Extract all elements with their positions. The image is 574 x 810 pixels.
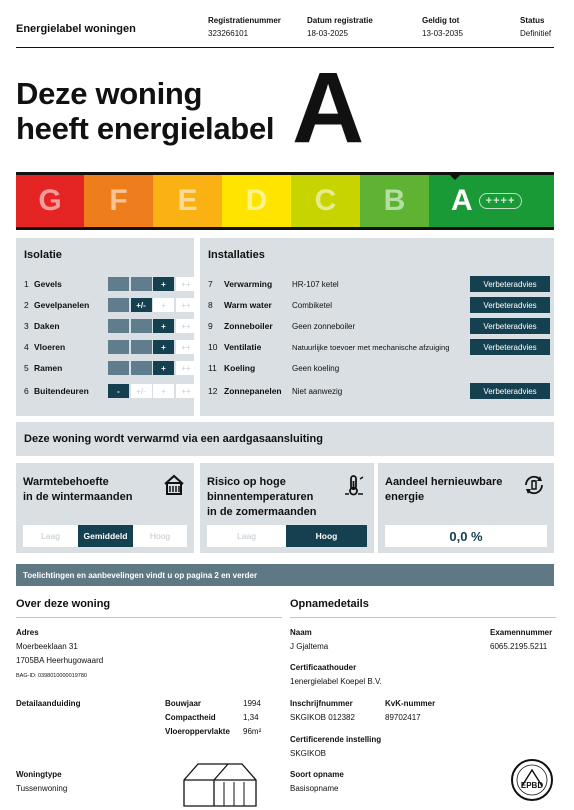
certificaathouder-label: Certificaathouder [290, 663, 357, 672]
valid-until: Geldig tot 13-03-2035 [422, 16, 463, 38]
examennummer-label: Examennummer [490, 628, 553, 637]
rating-scale: + ++ [108, 277, 198, 291]
terraced-house-icon [180, 760, 262, 808]
isolatie-row: 2 Gevelpanelen +/- + ++ [24, 298, 194, 312]
label-segment-g: G [16, 175, 84, 227]
bouwjaar-value: 1994 [243, 699, 261, 708]
bag-id: BAG-ID: 0398010000019780 [16, 673, 87, 679]
label-segment-c: C [291, 175, 360, 227]
installatie-row: 9 Zonneboiler Geen zonneboiler Verbeteradvies [208, 319, 550, 333]
installaties-panel [200, 238, 554, 416]
label-segment-a: A ++++ [429, 175, 554, 227]
over-woning-title: Over deze woning [16, 598, 282, 618]
risico-scale: Laag Hoog [207, 525, 367, 547]
compactheid-value: 1,34 [243, 713, 259, 722]
warmtebehoefte-title: Warmtebehoefte in de wintermaanden [23, 476, 133, 503]
registration-date: Datum registratie 18-03-2025 [307, 16, 373, 38]
label-segment-f: F [84, 175, 153, 227]
epbd-logo [510, 758, 554, 802]
verbeteradvies-button[interactable]: Verbeteradvies [470, 297, 550, 313]
naam-label: Naam [290, 628, 312, 637]
page-title: Deze woning heeft energielabel [16, 76, 275, 146]
rating-scale: + ++ [108, 361, 198, 375]
installatie-row: 7 Verwarming HR-107 ketel Verbeteradvies [208, 277, 550, 291]
plus-badge: ++++ [479, 193, 523, 209]
instelling-value: SKGIKOB [290, 749, 327, 758]
opnamedetails-title: Opnamedetails [290, 598, 556, 618]
soort-opname-value: Basisopname [290, 784, 339, 793]
label-segment-b: B [360, 175, 429, 227]
verbeteradvies-button[interactable]: Verbeteradvies [470, 339, 550, 355]
installatie-row: 10 Ventilatie Natuurlijke toevoer met mechanische afzuiging Verbeteradvies [208, 340, 550, 354]
kvk-label: KvK-nummer [385, 699, 436, 708]
house-heat-icon [162, 473, 186, 497]
isolatie-row: 1 Gevels + ++ [24, 277, 194, 291]
inschrijfnummer-value: SKGIKOB 012382 [290, 713, 355, 722]
verbeteradvies-button[interactable]: Verbeteradvies [470, 318, 550, 334]
naam-value: J Gjaltema [290, 642, 329, 651]
inschrijfnummer-label: Inschrijfnummer [290, 699, 353, 708]
risico-title: Risico op hoge binnentemperaturen in de zomermaanden [207, 476, 317, 518]
rating-scale: + ++ [108, 319, 198, 333]
recycle-battery-icon [522, 473, 546, 497]
rating-scale: + ++ [108, 340, 198, 354]
heating-source: Deze woning wordt verwarmd via een aardgasaansluiting [16, 422, 554, 456]
soort-opname-label: Soort opname [290, 770, 344, 779]
warmtebehoefte-panel [16, 463, 194, 553]
isolatie-panel [16, 238, 194, 416]
instelling-label: Certificerende instelling [290, 735, 382, 744]
installatie-row: 12 Zonnepanelen Niet aanwezig Verbeteradvies [208, 384, 550, 398]
rating-scale: +/- + ++ [108, 298, 198, 312]
woningtype-label: Woningtype [16, 770, 62, 779]
rating-scale: - +/- + ++ [108, 384, 198, 398]
kvk-value: 89702417 [385, 713, 421, 722]
epbd-seal-icon [510, 758, 554, 802]
label-segment-e: E [153, 175, 222, 227]
warmtebehoefte-scale: Laag Gemiddeld Hoog [23, 525, 187, 547]
hernieuwbaar-panel [378, 463, 554, 553]
document-header [16, 12, 554, 48]
notice-banner: Toelichtingen en aanbevelingen vindt u op pagina 2 en verder [16, 564, 554, 586]
installaties-title: Installaties [208, 249, 265, 261]
status: Status Definitief [520, 16, 552, 38]
detail-label: Detailaanduiding [16, 699, 81, 708]
label-segment-d: D [222, 175, 291, 227]
isolatie-row: 6 Buitendeuren - +/- + ++ [24, 384, 194, 398]
document-type: Energielabel woningen [16, 23, 136, 35]
hernieuwbaar-title: Aandeel hernieuwbare energie [385, 476, 503, 503]
isolatie-row: 3 Daken + ++ [24, 319, 194, 333]
hernieuwbaar-value: 0,0 % [385, 525, 547, 547]
installatie-row: 8 Warm water Combiketel Verbeteradvies [208, 298, 550, 312]
energy-label-letter: A [292, 52, 365, 164]
vloeroppervlakte-label: Vloeroppervlakte [165, 727, 230, 736]
isolatie-row: 4 Vloeren + ++ [24, 340, 194, 354]
examennummer-value: 6065.2195.5211 [490, 642, 548, 651]
bouwjaar-label: Bouwjaar [165, 699, 202, 708]
woningtype-value: Tussenwoning [16, 784, 68, 793]
installatie-row: 11 Koeling Geen koeling [208, 363, 340, 373]
certificaathouder-value: 1energielabel Koepel B.V. [290, 677, 382, 686]
isolatie-row: 5 Ramen + ++ [24, 361, 194, 375]
verbeteradvies-button[interactable]: Verbeteradvies [470, 276, 550, 292]
adres-label: Adres [16, 628, 39, 637]
active-marker-icon [447, 172, 463, 180]
registration-number: Registratienummer 323266101 [208, 16, 281, 38]
risico-panel [200, 463, 374, 553]
energy-label-bar [16, 172, 554, 230]
adres-street: Moerbeeklaan 31 [16, 642, 78, 651]
epbd-logo-text: EPBD [520, 781, 544, 790]
verbeteradvies-button[interactable]: Verbeteradvies [470, 383, 550, 399]
compactheid-label: Compactheid [165, 713, 216, 722]
isolatie-title: Isolatie [24, 249, 62, 261]
vloeroppervlakte-value: 96m² [243, 727, 262, 736]
thermometer-sun-icon [342, 473, 366, 497]
adres-postal: 1705BA Heerhugowaard [16, 656, 104, 665]
